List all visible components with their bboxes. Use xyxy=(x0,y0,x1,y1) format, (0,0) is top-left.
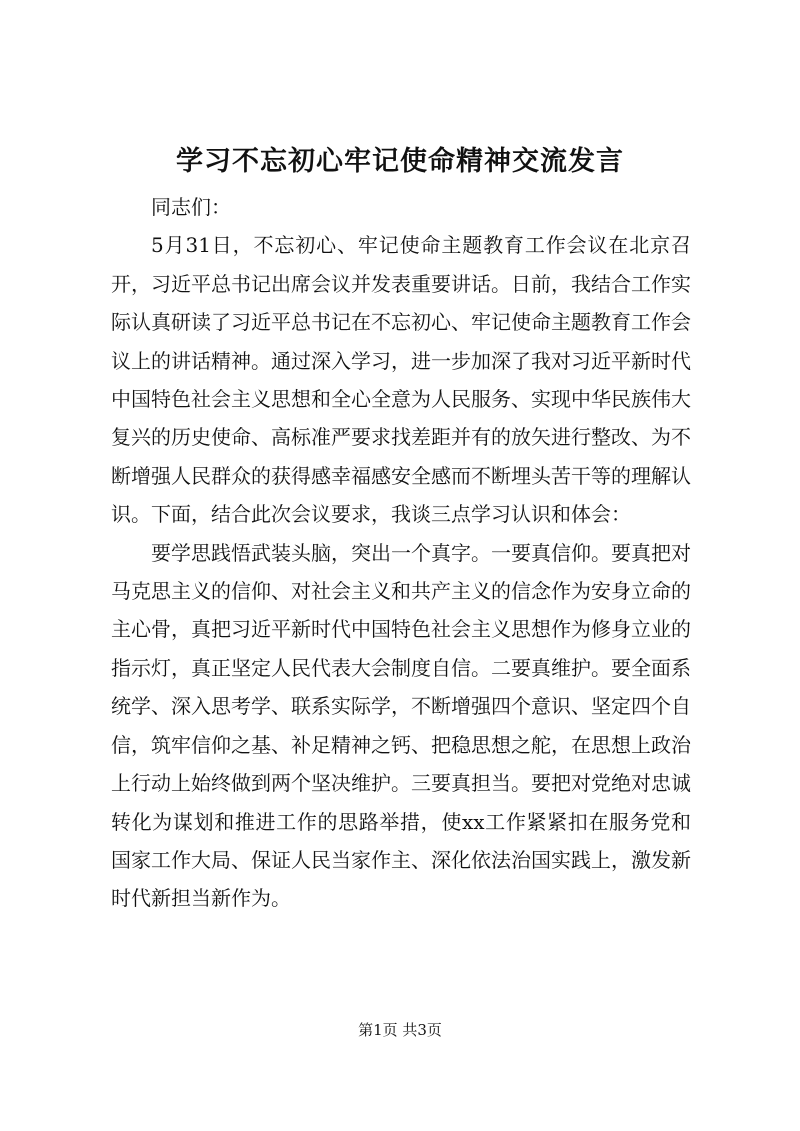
document-body xyxy=(111,188,691,918)
paragraph-2: 要学思践悟武装头脑，突出一个真字。一要真信仰。要真把对马克思主义的信仰、对社会主义和共产主义的信念作为安身立命的主心骨，真把习近平新时代中国特色社会主义思想作为修身立业的指示灯，真正坚定人民代表大会制度自信。二要真维护。要全面系统学、深入思考学、联系实际学，不断增强四个意识、坚定四个自信，筑牢信仰之基、补足精神之钙、把稳思想之舵，在思想上政治上行动上始终做到两个坚决维护。三要真担当。要把对党绝对忠诚转化为谋划和推进工作的思路举措，使xx工作紧紧扣在服务党和国家工作大局、保证人民当家作主、深化依法治国实践上，激发新时代新担当新作为。 xyxy=(111,540,691,911)
page-footer: 第1页 共3页 xyxy=(358,1021,442,1039)
document-title: 学习不忘初心牢记使命精神交流发言 xyxy=(176,146,624,177)
salutation: 同志们： xyxy=(151,195,231,219)
paragraph-1: 5月31日，不忘初心、牢记使命主题教育工作会议在北京召开，习近平总书记出席会议并发表重要讲话。日前，我结合工作实际认真研读了习近平总书记在不忘初心、牢记使命主题教育工作会议上的讲话精神。通过深入学习，进一步加深了我对习近平新时代中国特色社会主义思想和全心全意为人民服务、实现中华民族伟大复兴的历史使命、高标准严要求找差距并有的放矢进行整改、为不断增强人民群众的获得感幸福感安全感而不断埋头苦干等的理解认识。下面，结合此次会议要求，我谈三点学习认识和体会： xyxy=(111,233,691,527)
